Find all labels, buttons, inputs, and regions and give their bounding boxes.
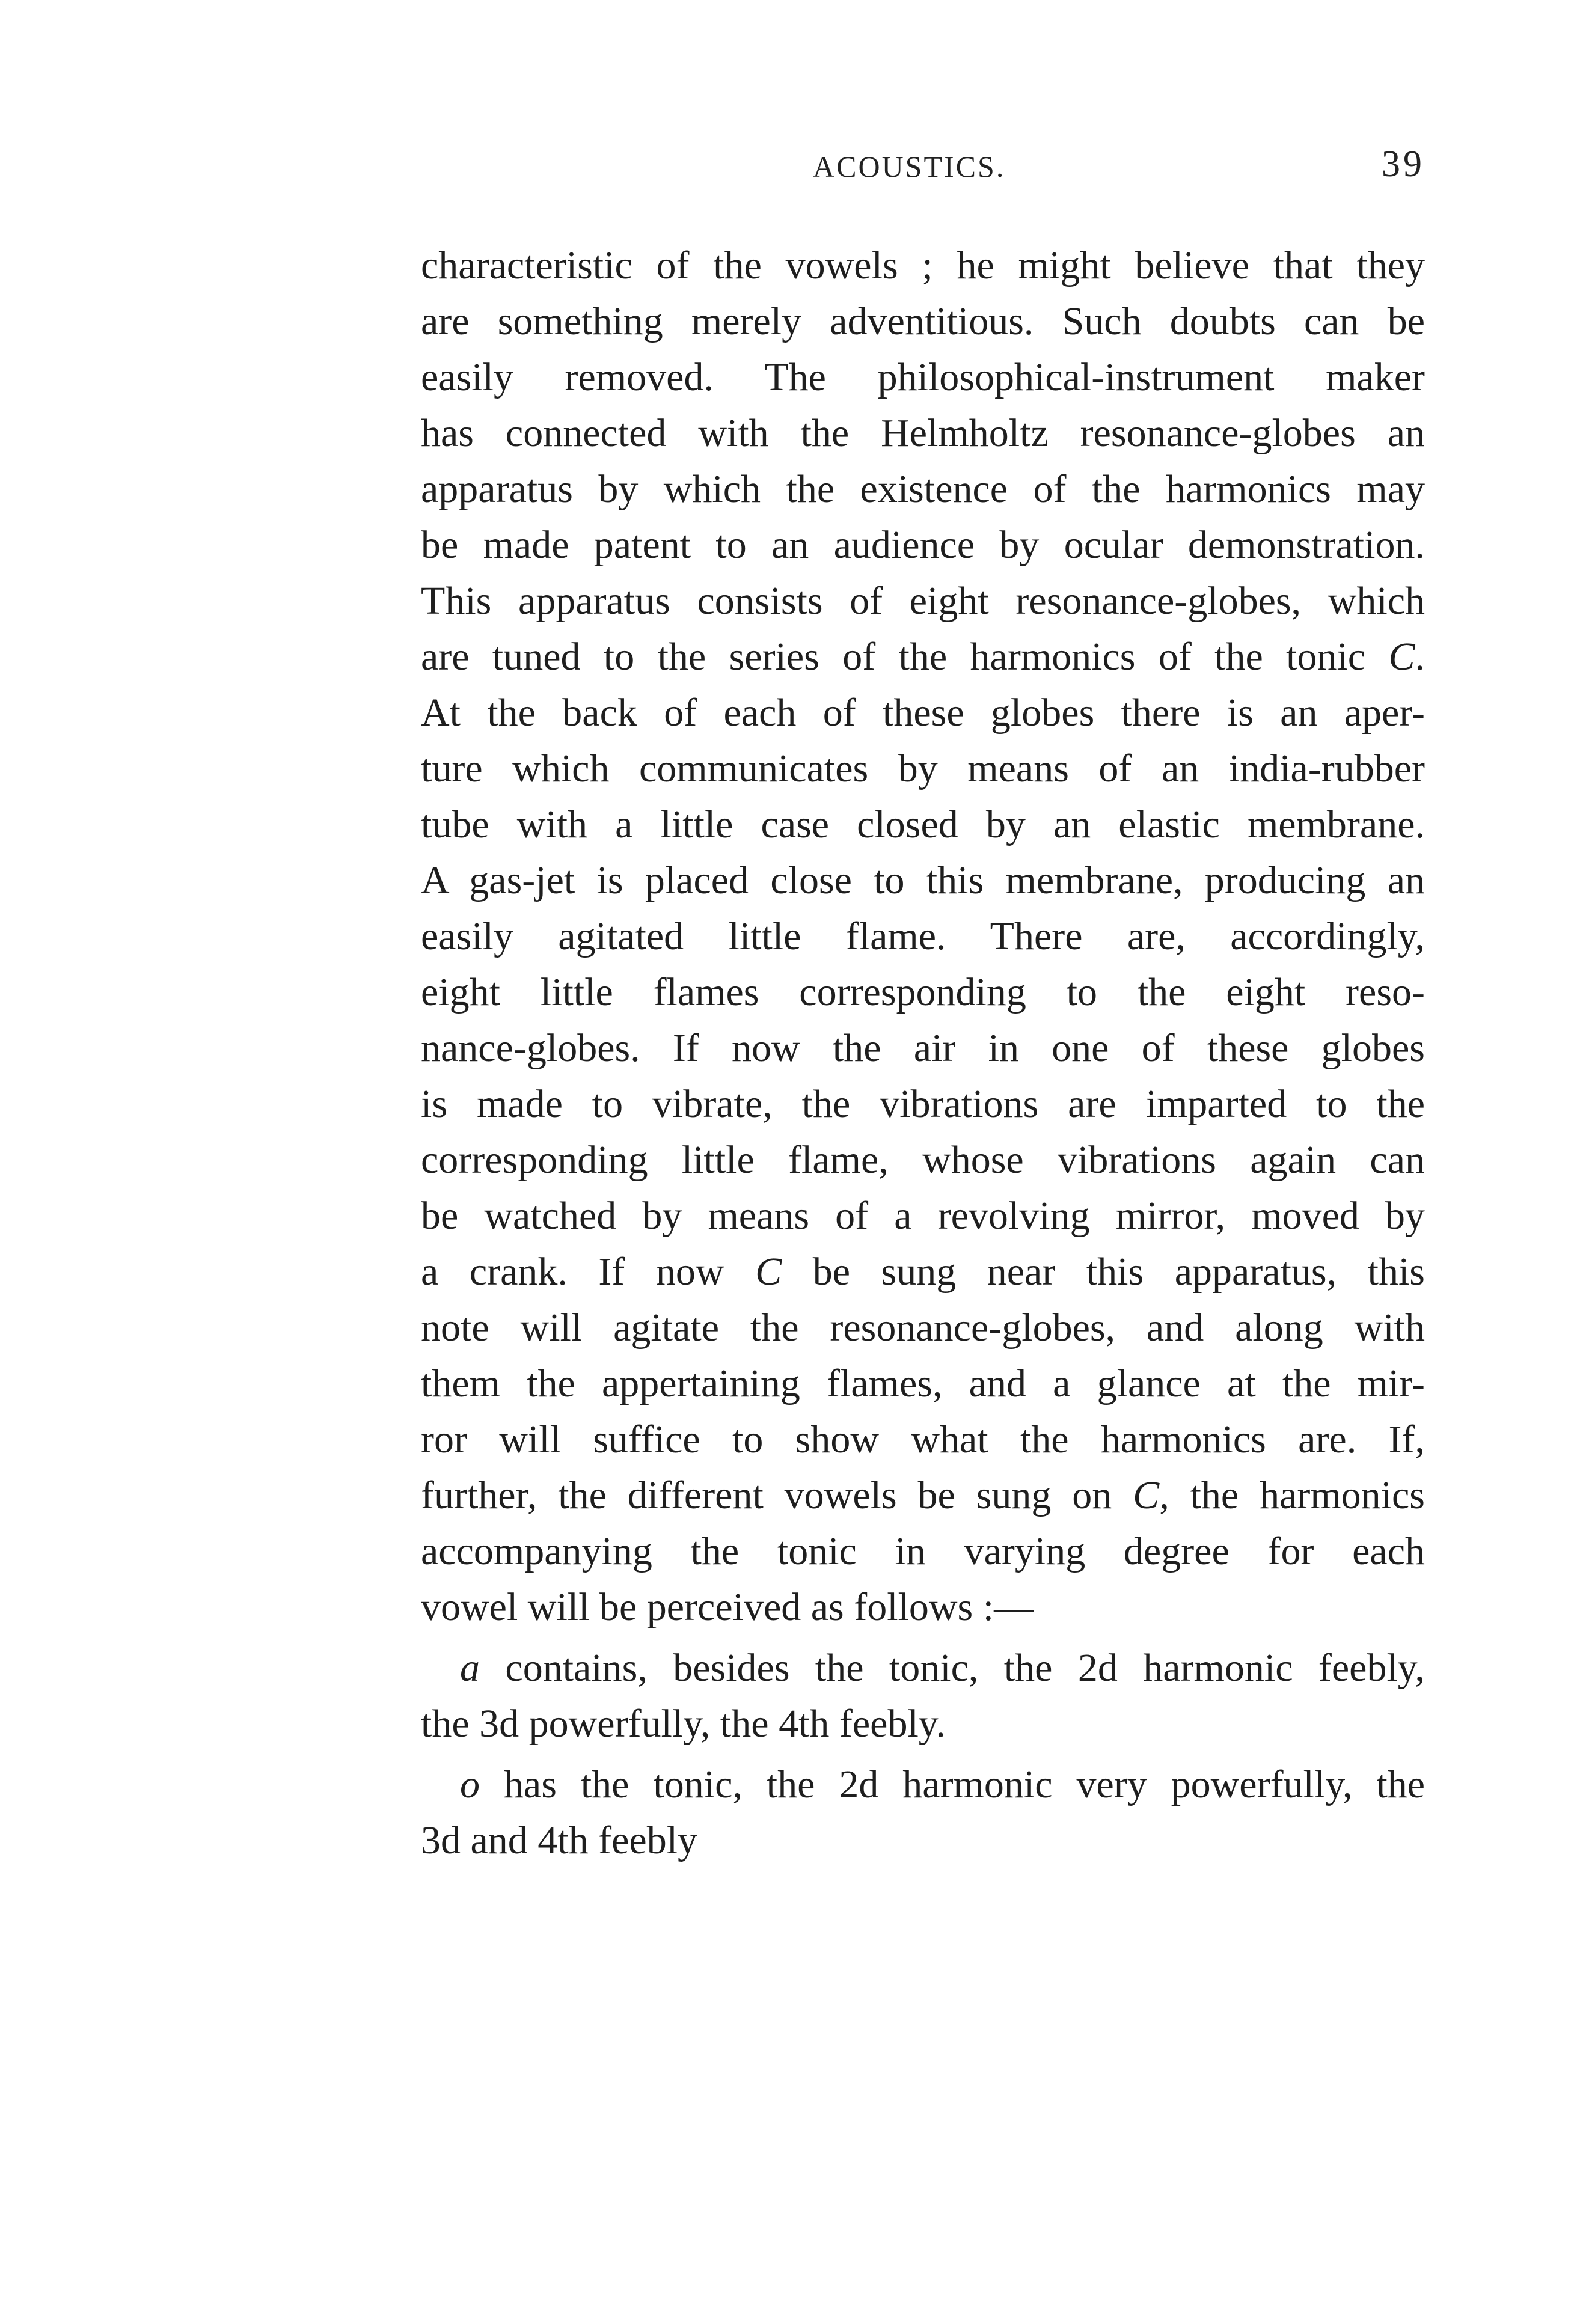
paragraph-vowel-a: [421, 1640, 1425, 1752]
vowel-label: o: [460, 1763, 480, 1806]
text-line: is made to vibrate, the vibrations are imparted to the: [421, 1082, 1425, 1126]
text-line: easily removed. The philosophical-instrument maker: [421, 355, 1425, 399]
text-line: [421, 1640, 1425, 1696]
text-line: [421, 1757, 1425, 1812]
text-line: accompanying the tonic in varying degree for each: [421, 1529, 1425, 1573]
text-line: This apparatus consists of eight resonance-globes, which: [421, 579, 1425, 623]
text-line: are something merely adventitious. Such doubts can be: [421, 299, 1425, 343]
text-line: apparatus by which the existence of the harmonics may: [421, 467, 1425, 511]
text-line: tube with a little case closed by an elastic membrane.: [421, 803, 1425, 846]
text-line: A gas-jet is placed close to this membrane, producing an: [421, 858, 1425, 902]
text-line: corresponding little flame, whose vibrations again can: [421, 1138, 1425, 1182]
text-line: are tuned to the series of the harmonics of the tonic C.: [421, 635, 1425, 679]
text-line: At the back of each of these globes there is an aper-: [421, 691, 1425, 735]
text-line: ture which communicates by means of an india-rubber: [421, 747, 1425, 790]
text-line: the 3d powerfully, the 4th feebly.: [421, 1702, 946, 1746]
text-line: be made patent to an audience by ocular demonstration.: [421, 523, 1425, 567]
text-line: be watched by means of a revolving mirror, moved by: [421, 1194, 1425, 1238]
text-line: further, the different vowels be sung on C, the harmonics: [421, 1473, 1425, 1517]
body-text: [421, 237, 1425, 1868]
text-line: easily agitated little flame. There are, accordingly,: [421, 914, 1425, 958]
text-line: them the appertaining flames, and a glance at the mir-: [421, 1362, 1425, 1405]
text-line: note will agitate the resonance-globes, and along with: [421, 1306, 1425, 1350]
text-line: nance-globes. If now the air in one of these globes: [421, 1026, 1425, 1070]
page-number: 39: [1382, 144, 1425, 185]
running-head: [421, 143, 1425, 197]
text-line: has connected with the Helmholtz resonance-globes an: [421, 411, 1425, 455]
text-line: characteristic of the vowels ; he might believe that they: [421, 243, 1425, 287]
running-title: ACOUSTICS.: [813, 150, 1006, 183]
text-span: contains, besides the tonic, the 2d harmonic feebly,: [480, 1646, 1425, 1690]
paragraph-vowel-o: [421, 1757, 1425, 1868]
text-line: ror will suffice to show what the harmonics are. If,: [421, 1417, 1425, 1461]
paragraph-harmonics-apparatus: [421, 237, 1425, 1635]
text-line: eight little flames corresponding to the eight reso-: [421, 970, 1425, 1014]
vowel-label: a: [460, 1646, 480, 1690]
text-line: 3d and 4th feebly: [421, 1818, 698, 1862]
text-line: vowel will be perceived as follows :—: [421, 1585, 1034, 1629]
text-line: a crank. If now C be sung near this apparatus, this: [421, 1250, 1425, 1294]
text-span: has the tonic, the 2d harmonic very powerfully, the: [480, 1763, 1425, 1806]
